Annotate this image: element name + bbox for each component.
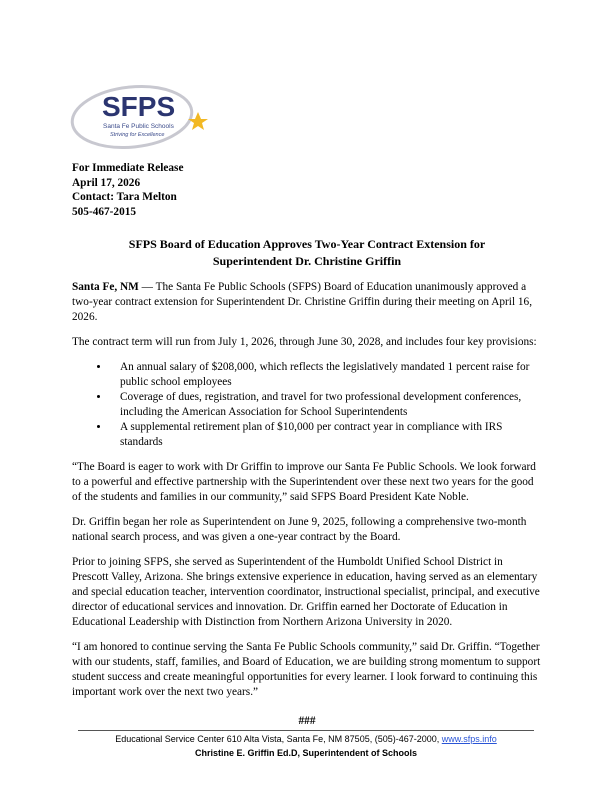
list-item: • An annual salary of $208,000, which reflects the legislatively mandated 1 percent raise for public school employees xyxy=(110,360,542,390)
logo-tagline: Striving for Excellence xyxy=(110,132,165,138)
footer-signature: Christine E. Griffin Ed.D, Superintendent of Schools xyxy=(194,748,417,758)
footer-divider xyxy=(78,730,534,731)
release-label: For Immediate Release xyxy=(72,162,184,174)
logo-text: SFPS xyxy=(102,91,176,122)
release-date: April 17, 2026 xyxy=(72,176,141,189)
paragraph-intro xyxy=(72,280,542,325)
end-mark: ### xyxy=(298,715,316,727)
paragraph-background: Prior to joining SFPS, she served as Superintendent of the Humboldt Unified School District in Prescott Valley, Arizona. She brings extensive experience in education, having served as an elementary and special education teacher, intervention coordinator, instructional specialist, principal, and executive director of educational services and innovation. Dr. Griffin earned her Doctorate of Education in Educational Leadership with Distinction from Northern Arizona University in 2020. xyxy=(72,556,540,628)
headline-line-1: SFPS Board of Education Approves Two-Year Contract Extension for xyxy=(128,237,486,251)
release-header xyxy=(72,161,183,219)
headline xyxy=(72,236,542,270)
provisions-list xyxy=(72,360,542,450)
logo-subtitle: Santa Fe Public Schools xyxy=(103,123,174,130)
footer-address xyxy=(0,733,612,745)
intro-text: — The Santa Fe Public Schools (SFPS) Board of Education unanimously approved a two-year contract extension for Superintendent Dr. Christine Griffin during their meeting on April 16, 2026. xyxy=(72,281,533,323)
dateline: Santa Fe, NM xyxy=(72,281,139,293)
paragraph-board-quote: “The Board is eager to work with Dr Griffin to improve our Santa Fe Public Schools. We look forward to a powerful and effective partnership with the Superintendent over these next two years for the good of the students and families in our community,” said SFPS Board President Kate Noble. xyxy=(72,461,536,503)
contact-name: Contact: Tara Melton xyxy=(72,191,177,204)
website-link[interactable]: www.sfps.info xyxy=(441,734,497,744)
paragraph-terms: The contract term will run from July 1, 2026, through June 30, 2028, and includes four key provisions: xyxy=(72,336,537,348)
address-text: Educational Service Center 610 Alta Vista, Santa Fe, NM 87505, (505)-467-2000, xyxy=(115,734,442,744)
paragraph-griffin-quote: “I am honored to continue serving the Santa Fe Public Schools community,” said Dr. Griffin. “Together with our students, staff, families, and Board of Education, we are building strong momentum to support student success and create meaningful opportunities for every learner. I look forward to continuing this important work over the next two years.” xyxy=(72,641,541,698)
list-item: • A supplemental retirement plan of $10,000 per contract year in compliance with IRS standards xyxy=(110,420,542,450)
headline-line-2: Superintendent Dr. Christine Griffin xyxy=(212,254,402,268)
contact-phone: 505-467-2015 xyxy=(72,205,137,218)
paragraph-start: Dr. Griffin began her role as Superintendent on June 9, 2025, following a comprehensive two-month national search process, and was given a one-year contract by the Board. xyxy=(72,516,527,543)
sfps-logo xyxy=(70,82,220,152)
list-item: • Coverage of dues, registration, and travel for two professional development conferences, including the American Association for School Superintendents xyxy=(110,390,542,420)
body-text xyxy=(72,280,542,739)
